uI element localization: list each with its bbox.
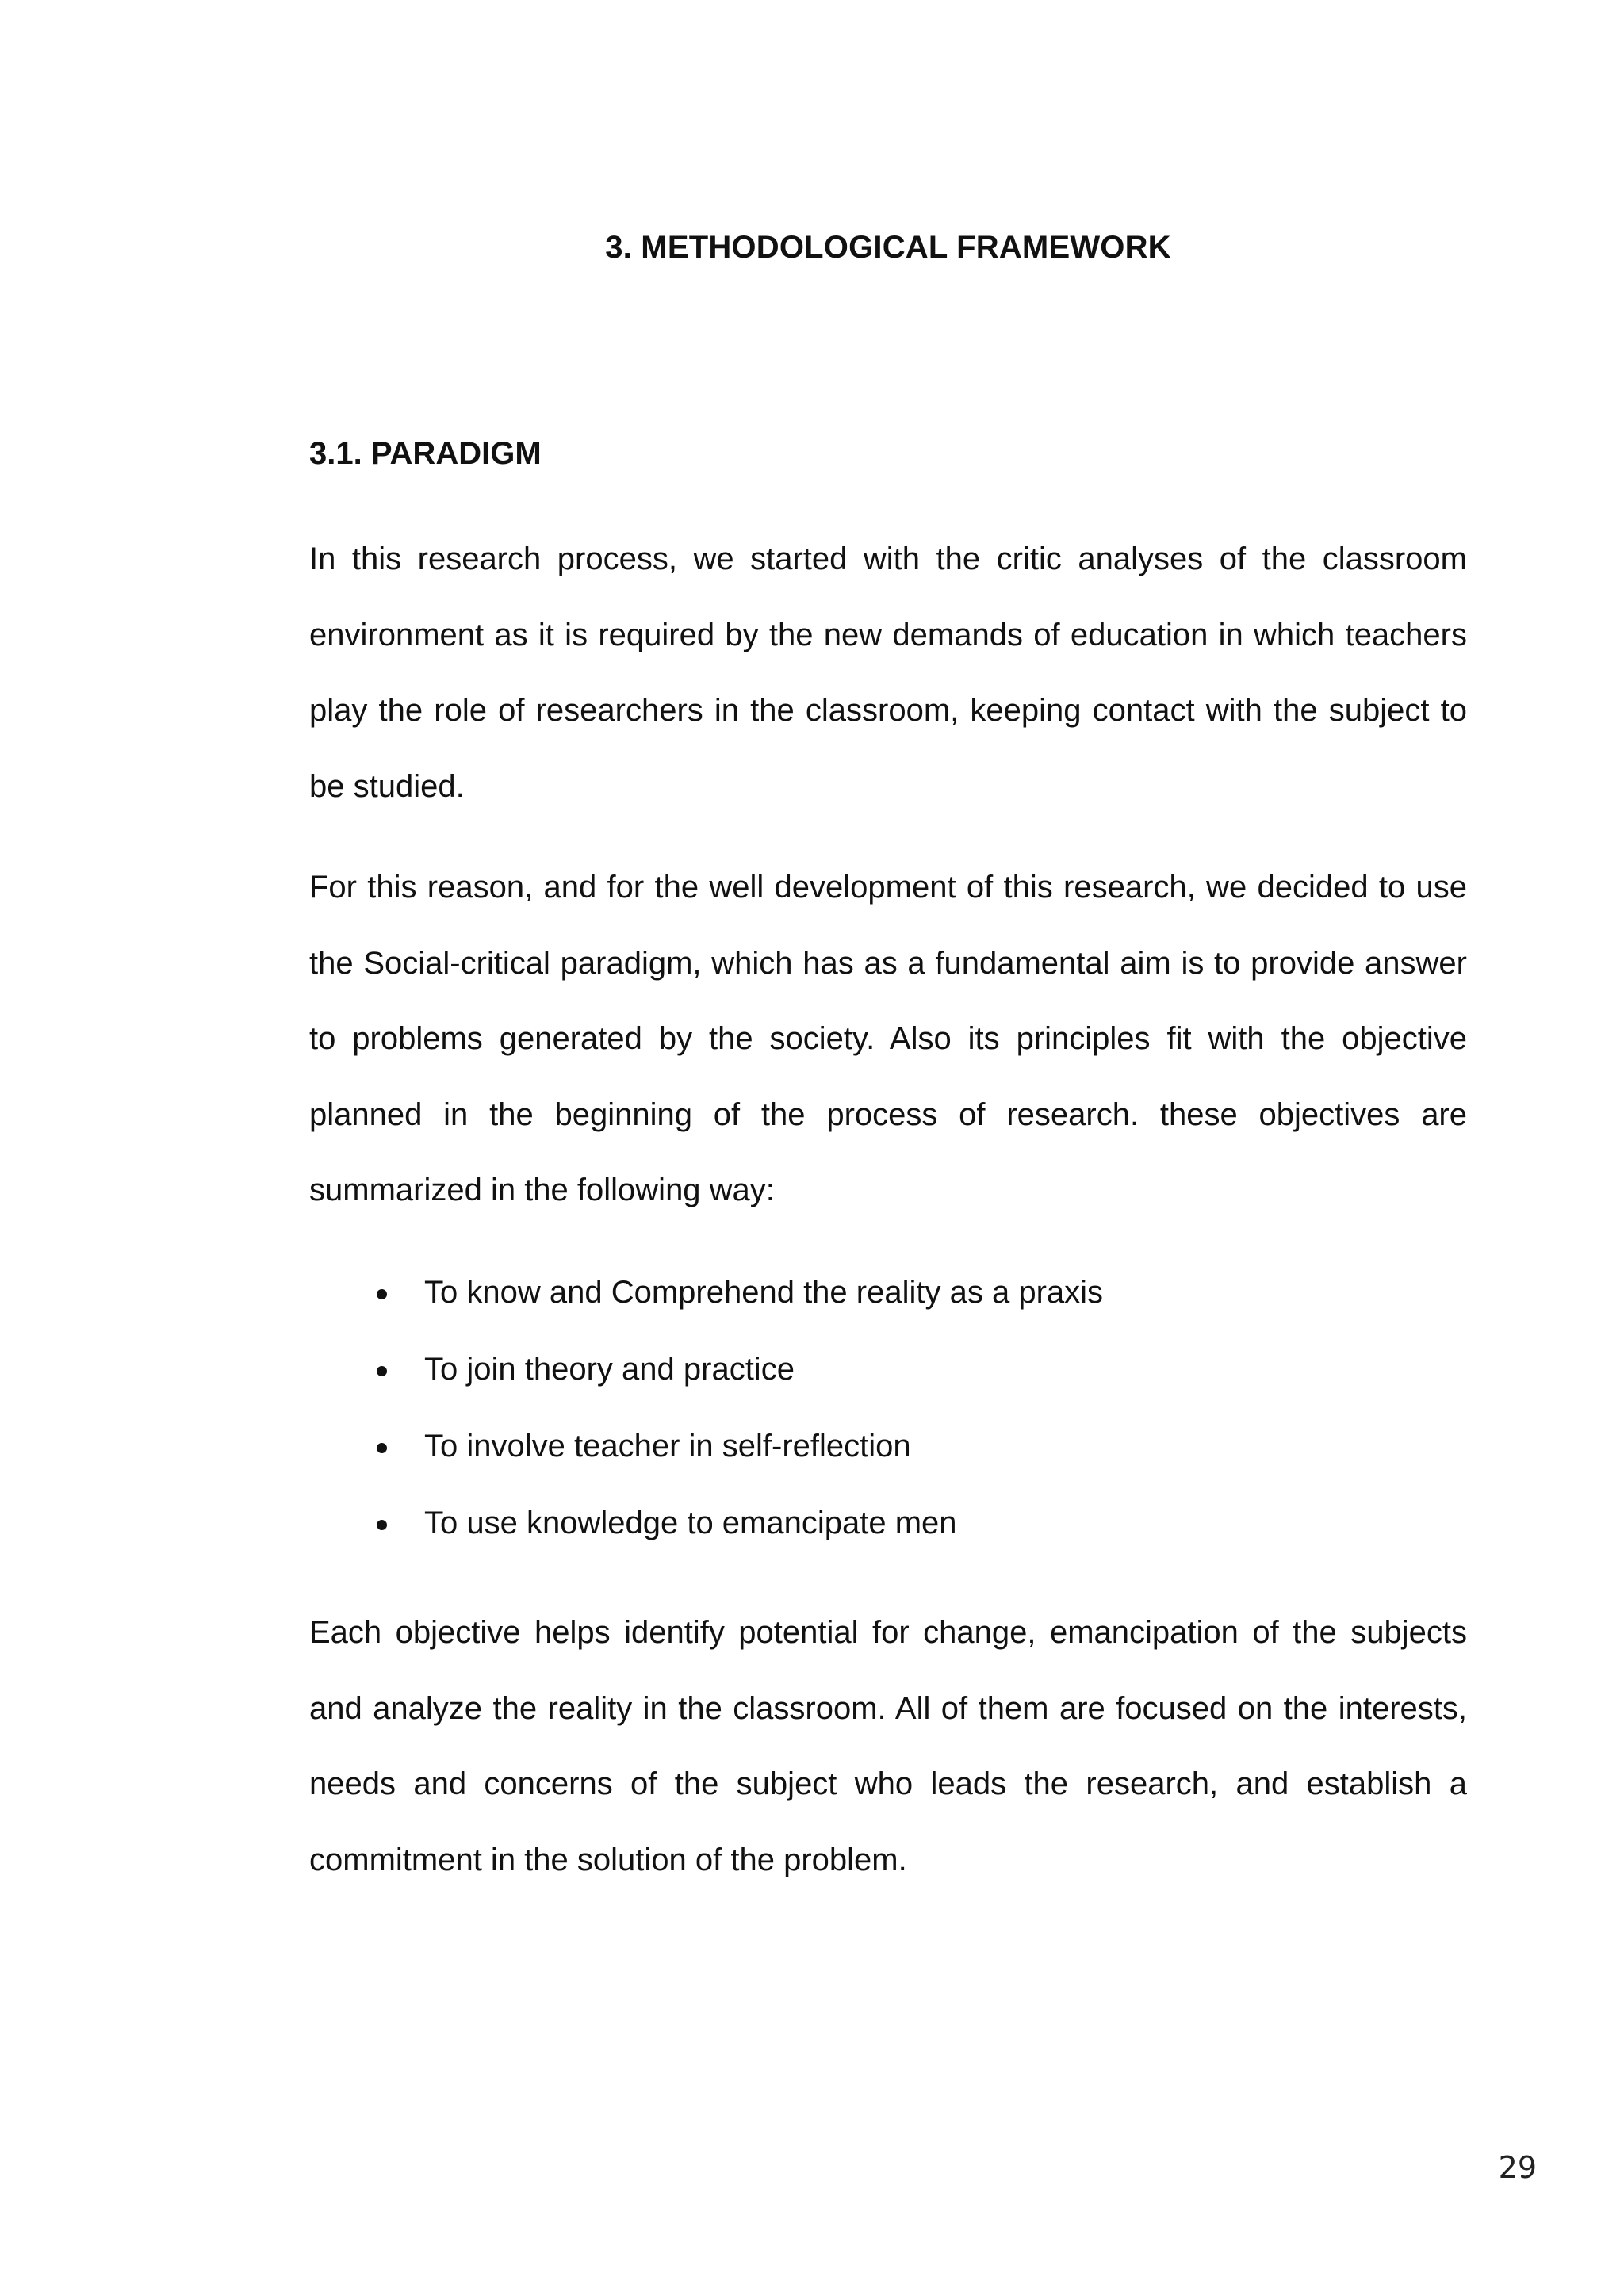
- bullet-icon: [377, 1443, 387, 1453]
- objectives-list: [424, 1261, 1103, 1568]
- list-item: [424, 1261, 1103, 1337]
- paragraph-conclusion: Each objective helps identify potential for change, emancipation of the subjects and analyze the reality in the classroom. All of them are focused on the interests, needs and concerns of the subject who leads the research, and establish a commitment in the solution of the problem.: [309, 1615, 1467, 1877]
- bullet-icon: [377, 1520, 387, 1530]
- list-item-text: To know and Comprehend the reality as a praxis: [424, 1275, 1104, 1310]
- list-item: [424, 1414, 1103, 1491]
- paragraph-intro: In this research process, we started with the critic analyses of the classroom environment as it is required by the new demands of education in which teachers play the role of researchers in the classroom, keeping contact with the subject to be studied.: [309, 541, 1467, 804]
- paragraph-paradigm: For this reason, and for the well development of this research, we decided to use the Social-critical paradigm, which has as a fundamental aim is to provide answer to problems generated by the society. Also its principles fit with the objective planned in the beginning of the process of research. these objectives are summarized in the following way:: [309, 870, 1467, 1207]
- section-title: 3.1. PARADIGM: [309, 436, 542, 471]
- chapter-title: 3. METHODOLOGICAL FRAMEWORK: [605, 230, 1171, 265]
- page-number: 29: [1498, 2150, 1537, 2185]
- bullet-icon: [377, 1289, 387, 1299]
- list-item: [424, 1491, 1103, 1568]
- list-item-text: To involve teacher in self-reflection: [424, 1429, 911, 1464]
- list-item-text: To use knowledge to emancipate men: [424, 1506, 957, 1540]
- list-item: [424, 1337, 1103, 1414]
- bullet-icon: [377, 1366, 387, 1376]
- list-item-text: To join theory and practice: [424, 1352, 795, 1387]
